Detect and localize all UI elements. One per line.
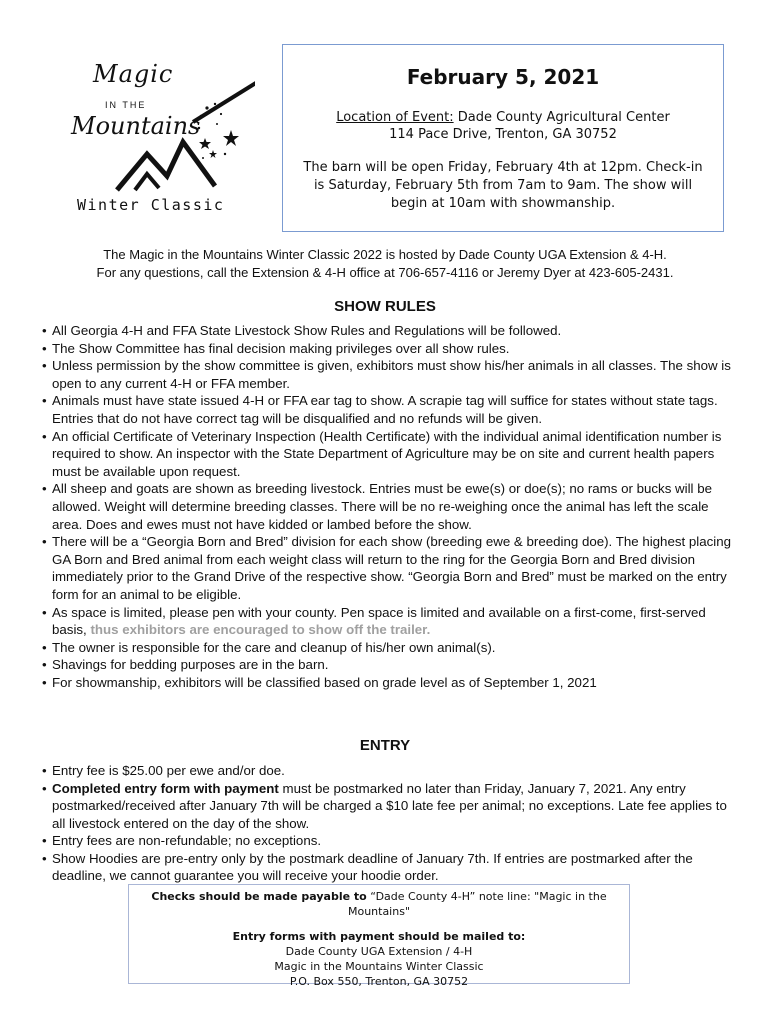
logo-in-the: IN THE bbox=[105, 100, 147, 110]
entry-nonrefundable: • Entry fees are non-refundable; no exceptions. bbox=[44, 832, 734, 850]
checks-bold: Checks should be made payable to bbox=[151, 890, 367, 903]
event-date: February 5, 2021 bbox=[406, 65, 600, 89]
location-label: Location of Event: bbox=[336, 110, 454, 125]
entry-hoodies: • Show Hoodies are pre-entry only by the postmark deadline of January 7th. If entries are postmarked after the deadline, we cannot guarantee you will receive your hoodie order. bbox=[44, 850, 734, 885]
rule-item: • All Georgia 4-H and FFA State Livestock Show Rules and Regulations will be followed. bbox=[44, 322, 734, 340]
hosted-line-2: For any questions, call the Extension & 4-H office at 706-657-4116 or Jeremy Dyer at 423-605-2431. bbox=[96, 265, 674, 280]
completed-entry-text: must be postmarked no later than Friday, January 7, 2021. Any entry postmarked/received after January 7th will be charged a $10 late fee per animal; no exceptions. Late fee applies to all livestock entered on the day of the show. bbox=[52, 780, 727, 831]
checks-payable bbox=[129, 889, 629, 919]
completed-entry-bold: Completed entry form with payment bbox=[52, 780, 279, 796]
logo-mountains: Mountains bbox=[71, 112, 201, 140]
mail-address-3: P.O. Box 550, Trenton, GA 30752 bbox=[289, 975, 469, 988]
rule-item: • The owner is responsible for the care and cleanup of his/her own animal(s). bbox=[44, 639, 734, 657]
entry-fee: • Entry fee is $25.00 per ewe and/or doe. bbox=[44, 762, 734, 780]
rule-item: • There will be a “Georgia Born and Bred” division for each show (breeding ewe & breeding doe). The highest placing GA Born and Bred animal from each weight class will return to the ring for the Georgia Born and Bred division immediately prior to the Grand Drive of the respective show. “Georgia Born and Bred” must be marked on the entry form for an animal to be eligible. bbox=[44, 533, 734, 603]
entry-list bbox=[44, 762, 734, 885]
rule-item-pen-space bbox=[44, 604, 734, 639]
checks-rest: “Dade County 4-H” note line: "Magic in the Mountains" bbox=[347, 890, 607, 918]
hosted-line-1: The Magic in the Mountains Winter Classic 2022 is hosted by Dade County UGA Extension & 4-H. bbox=[103, 247, 667, 262]
rule-item: • Animals must have state issued 4-H or FFA ear tag to show. A scrapie tag will suffice for states without state tags. Entries that do not have correct tag will be disqualified and no refunds will be given. bbox=[44, 392, 734, 427]
rule-item: • An official Certificate of Veterinary Inspection (Health Certificate) with the individual animal identification number is required to show. An inspector with the State Department of Agriculture may be on site and current health papers must be available upon request. bbox=[44, 428, 734, 481]
show-rules-list bbox=[44, 322, 734, 691]
rule-item: • Unless permission by the show committee is given, exhibitors must show his/her animals in all classes. The show is open to any current 4-H or FFA member. bbox=[44, 357, 734, 392]
mail-address-2: Magic in the Mountains Winter Classic bbox=[274, 960, 484, 973]
entry-heading: ENTRY bbox=[359, 737, 411, 754]
rule-item: • All sheep and goats are shown as breeding livestock. Entries must be ewe(s) or doe(s); no rams or bucks will be allowed. Weight will determine breeding classes. There will be no re-weighing once the animal has left the scale area. Does and ewes must not have kidded or lambed before the show. bbox=[44, 480, 734, 533]
pen-space-text: As space is limited, please pen with your county. Pen space is limited and available on a first-come, first-served basis, bbox=[52, 604, 706, 638]
entry-deadline bbox=[44, 780, 734, 833]
event-logo bbox=[55, 50, 255, 220]
rule-item: • For showmanship, exhibitors will be classified based on grade level as of September 1, 2021 bbox=[44, 674, 734, 692]
hosted-by-text bbox=[20, 246, 750, 282]
mail-address-1: Dade County UGA Extension / 4-H bbox=[285, 945, 473, 958]
event-location bbox=[283, 109, 723, 143]
trailer-highlight: thus exhibitors are encouraged to show off the trailer. bbox=[90, 622, 431, 638]
logo-winter-classic: Winter Classic bbox=[77, 196, 225, 214]
show-rules-heading: SHOW RULES bbox=[334, 298, 436, 315]
location-address: 114 Pace Drive, Trenton, GA 30752 bbox=[389, 127, 617, 142]
barn-schedule: The barn will be open Friday, February 4th at 12pm. Check-in is Saturday, February 5th from 7am to 9am. The show will begin at 10am with showmanship. bbox=[303, 160, 703, 211]
rule-item: • Shavings for bedding purposes are in the barn. bbox=[44, 656, 734, 674]
event-info-box bbox=[282, 44, 724, 232]
mail-heading: Entry forms with payment should be mailed to: bbox=[232, 930, 526, 943]
payment-box bbox=[128, 884, 630, 988]
logo-magic: Magic bbox=[93, 60, 174, 88]
location-name: Dade County Agricultural Center bbox=[457, 110, 670, 125]
rule-item: • The Show Committee has final decision making privileges over all show rules. bbox=[44, 340, 734, 358]
